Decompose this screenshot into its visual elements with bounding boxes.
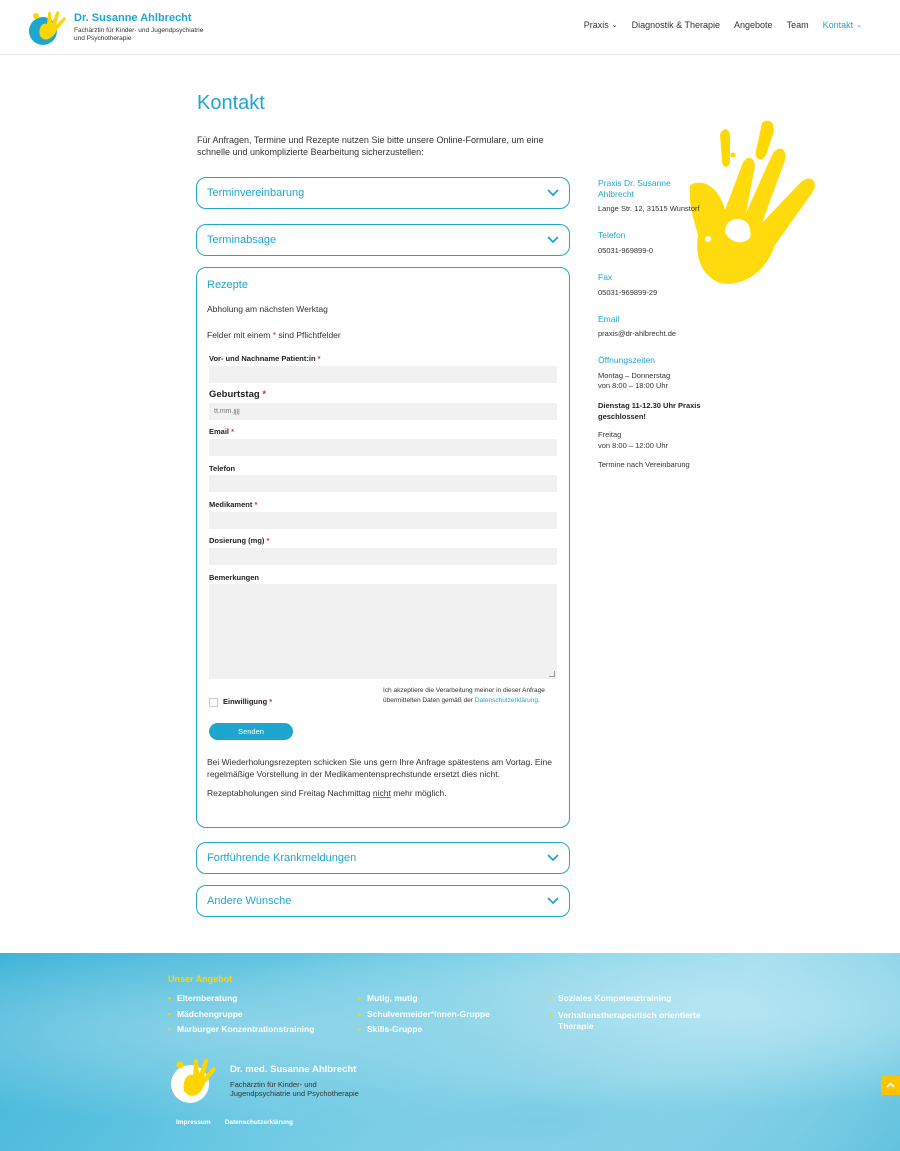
label-text: Vor- und Nachname Patient:in [209, 354, 316, 363]
hours-heading: Öffnungszeiten [598, 355, 656, 365]
label-text: Email [209, 427, 230, 436]
chevron-down-icon [547, 897, 559, 905]
footer-link[interactable]: • Skills-Gruppe [358, 1022, 490, 1038]
accordion-title: Terminvereinbarung [207, 187, 305, 199]
footer-link[interactable]: • Verhaltenstherapeutisch orientierte Therapie [549, 1010, 719, 1032]
remarks-textarea[interactable] [209, 584, 557, 679]
accordion-krankmeldungen[interactable] [196, 842, 570, 874]
footer-offer-col-2 [358, 991, 490, 1038]
accordion-terminvereinbarung[interactable] [196, 177, 570, 209]
note-text: mehr möglich. [393, 788, 447, 798]
accordion-title: Andere Wünsche [207, 895, 292, 907]
hand-logo-icon [168, 1053, 218, 1105]
accordion-header[interactable] [197, 178, 569, 208]
site-footer [0, 953, 900, 1151]
required-suffix: sind Pflichtfelder [278, 330, 341, 340]
footer-link[interactable]: • Marburger Konzentrationstraining [168, 1022, 314, 1038]
label-text: Dosierung (mg) [209, 536, 265, 545]
send-button[interactable]: Senden [209, 723, 293, 740]
nav-label: Diagnostik & Therapie [631, 20, 721, 30]
brand-subtitle: Fachärztin für Kinder- und Jugendpsychiatrie und Psychotherapie [74, 27, 204, 42]
required-star: * [231, 427, 235, 436]
nav-label: Praxis [583, 20, 609, 30]
hours-mon-thu-time: von 8:00 – 18:00 Uhr [598, 381, 669, 390]
practice-title: Praxis Dr. Susanne Ahlbrecht [598, 178, 671, 199]
nav-item-kontakt[interactable] [823, 20, 862, 30]
footer-offer-col-1 [168, 991, 314, 1038]
label-text: Einwilligung [223, 697, 268, 706]
label-text: Telefon [209, 464, 236, 473]
pickup-text: Abholung am nächsten Werktag [207, 304, 328, 314]
nav-label: Kontakt [822, 20, 854, 30]
privacy-link[interactable]: Datenschutzerklärung [224, 1119, 293, 1126]
footer-offer-col-3 [549, 991, 719, 1032]
phone-number[interactable]: 05031-969899-0 [598, 246, 654, 255]
required-star: * [272, 330, 276, 340]
label-text: Medikament [209, 500, 253, 509]
name-input[interactable] [209, 366, 557, 383]
nav-label: Team [786, 20, 809, 30]
footer-name: Dr. med. Susanne Ahlbrecht [230, 1064, 357, 1075]
nav-label: Angebote [734, 20, 773, 30]
nav-item-team[interactable] [787, 20, 809, 30]
footer-link[interactable]: • Soziales Kompetenztraining [549, 991, 719, 1007]
chevron-down-icon: ⌄ [856, 22, 862, 29]
footer-legal-links [176, 1119, 293, 1126]
consent-text [383, 686, 553, 706]
intro-text: Für Anfragen, Termine und Rezepte nutzen Sie bitte unsere Online-Formulare, um eine schnelle und unkomplizierte Bearbeitung sicherzustellen: [197, 135, 544, 157]
note-emphasis: nicht [372, 788, 391, 798]
required-star: * [317, 354, 321, 363]
chevron-down-icon [547, 236, 559, 244]
hand-logo-icon[interactable] [26, 6, 70, 48]
remarks-label [209, 573, 259, 582]
birthday-input[interactable] [209, 403, 557, 420]
page-title: Kontakt [197, 92, 265, 114]
hours-fri: Freitag [598, 430, 622, 439]
phone-heading: Telefon [598, 230, 626, 240]
medication-label [209, 500, 257, 509]
accordion-header[interactable] [197, 225, 569, 255]
required-prefix: Felder mit einem [207, 330, 271, 340]
accordion-title[interactable]: Rezepte [207, 279, 248, 291]
footer-heading: Unser Angebot [168, 974, 233, 984]
impressum-link[interactable]: Impressum [176, 1119, 211, 1126]
label-text: Geburtstag [209, 389, 260, 400]
chevron-down-icon [547, 189, 559, 197]
hours-fri-time: von 8:00 – 12:00 Uhr [598, 441, 669, 450]
scroll-to-top-button[interactable] [881, 1076, 900, 1095]
brand-name[interactable]: Dr. Susanne Ahlbrecht [74, 12, 192, 24]
hours-mon-thu: Montag – Donnerstag [598, 371, 671, 380]
birthday-label [209, 389, 266, 400]
footer-link[interactable]: • Schulvermeider*innen-Gruppe [358, 1007, 490, 1023]
accordion-terminabsage[interactable] [196, 224, 570, 256]
site-header [0, 0, 900, 55]
required-star: * [266, 536, 270, 545]
footer-link[interactable]: • Mädchengruppe [168, 1007, 314, 1023]
nav-item-angebote[interactable] [734, 20, 773, 30]
note-text: Rezeptabholungen sind Freitag Nachmittag [207, 788, 371, 798]
footer-link[interactable]: • Elternberatung [168, 991, 314, 1007]
dosage-input[interactable] [209, 548, 557, 565]
medication-input[interactable] [209, 512, 557, 529]
accordion-header[interactable] [197, 843, 569, 873]
fax-heading: Fax [598, 272, 613, 282]
email-address[interactable]: praxis@dr-ahlbrecht.de [598, 329, 677, 338]
footer-subtitle: Fachärztin für Kinder- und Jugendpsychiatrie und Psychotherapie [230, 1080, 359, 1098]
main-nav [584, 20, 862, 30]
accordion-andere-wuensche[interactable] [196, 885, 570, 917]
label-text: Bemerkungen [209, 573, 260, 582]
chevron-down-icon: ⌄ [611, 22, 618, 29]
nav-item-praxis[interactable] [584, 20, 618, 30]
name-label [209, 354, 321, 363]
required-note [207, 330, 341, 340]
required-star: * [269, 697, 273, 706]
required-star: * [262, 389, 267, 400]
appointment-note: Termine nach Vereinbarung [598, 460, 690, 469]
phone-input[interactable] [209, 475, 557, 492]
nav-item-diagnostik[interactable] [632, 20, 720, 30]
required-star: * [254, 500, 258, 509]
phone-label [209, 464, 235, 473]
consent-checkbox[interactable] [209, 698, 218, 707]
consent-label [223, 697, 272, 706]
email-input[interactable] [209, 439, 557, 456]
dosage-label [209, 536, 269, 545]
chevron-up-icon [881, 1076, 900, 1095]
accordion-rezepte [196, 267, 570, 828]
consent-end: . [538, 697, 540, 704]
accordion-title: Fortführende Krankmeldungen [207, 852, 357, 864]
fax-number: 05031-969899-29 [598, 288, 658, 297]
privacy-link[interactable]: Datenschutzerklärung [474, 697, 539, 704]
practice-address: Lange Str. 12, 31515 Wunstorf [598, 204, 700, 213]
footer-link[interactable]: • Mutig, mutig [358, 991, 490, 1007]
consent-body: Ich akzeptiere die Verarbeitung meiner in dieser Anfrage übermittelten Daten gemäß der [383, 687, 545, 704]
accordion-header[interactable] [197, 886, 569, 916]
accordion-title: Terminabsage [207, 234, 277, 246]
email-label [209, 427, 234, 436]
email-heading: Email [598, 314, 620, 324]
resize-handle[interactable] [549, 671, 555, 677]
chevron-down-icon [547, 854, 559, 862]
closed-note: Dienstag 11-12.30 Uhr Praxis geschlossen! [598, 401, 701, 421]
pickup-note [207, 788, 557, 800]
repeat-prescription-note: Bei Wiederholungsrezepten schicken Sie uns gern Ihre Anfrage spätestens am Vortag. Eine regelmäßige Vorstellung in der Medikamentensprechstunde ersetzt dies nicht. [207, 757, 552, 779]
